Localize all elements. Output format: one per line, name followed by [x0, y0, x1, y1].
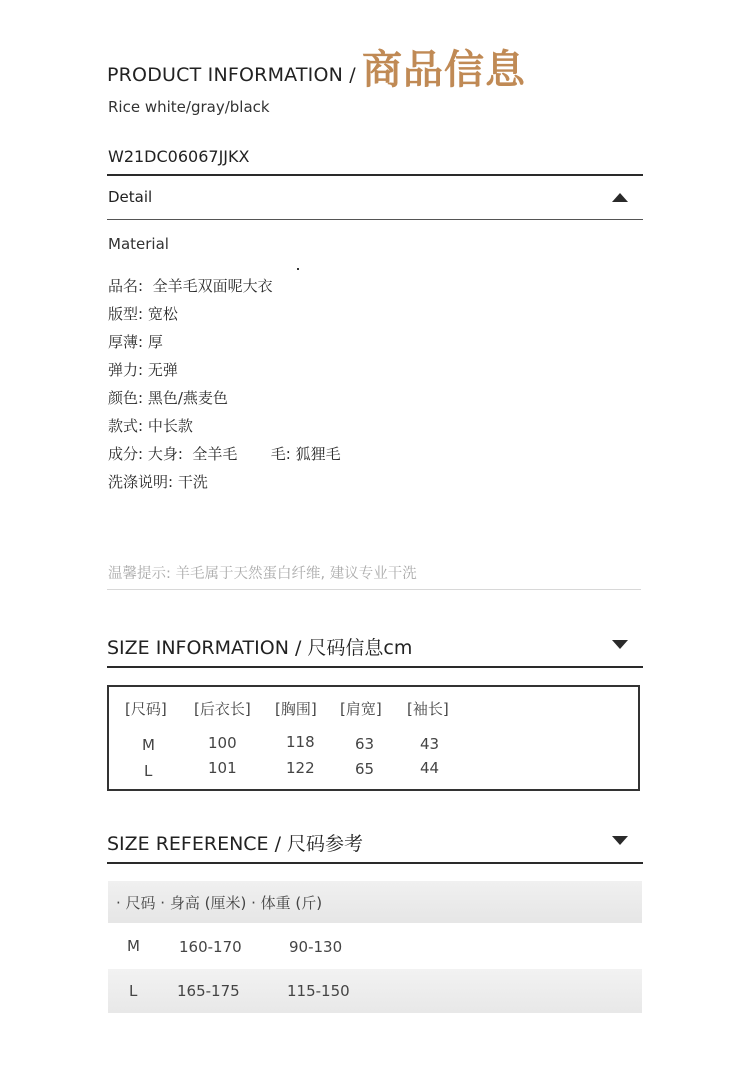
stray-dot [297, 268, 299, 270]
table-cell: 101 [208, 759, 237, 777]
table-row [108, 925, 642, 969]
divider [107, 589, 641, 590]
ref-header: · 尺码 · 身高 (厘米) · 体重 (斤) [116, 894, 323, 912]
triangle-down-icon[interactable] [612, 640, 628, 649]
detail-label: Detail [108, 188, 153, 206]
spec-item: 款式: 中长款 [108, 417, 193, 435]
size-info-title: SIZE INFORMATION / 尺码信息cm [107, 637, 413, 659]
ref-cell: 115-150 [287, 982, 350, 1000]
spec-item: 成分: 大身: 全羊毛 毛: 狐狸毛 [108, 445, 341, 463]
material-label: Material [108, 235, 169, 253]
table-cell: L [144, 762, 153, 780]
spec-item: 颜色: 黑色/燕麦色 [108, 389, 228, 407]
table-header: [尺码] [125, 700, 167, 718]
divider [107, 174, 643, 176]
spec-item: 厚薄: 厚 [108, 333, 163, 351]
care-tip: 温馨提示: 羊毛属于天然蛋白纤维, 建议专业干洗 [108, 566, 417, 582]
table-cell: 100 [208, 734, 237, 752]
ref-cell: M [127, 937, 140, 955]
ref-header-row [108, 881, 642, 923]
spec-item: 洗涤说明: 干洗 [108, 473, 208, 491]
table-cell: 63 [355, 735, 375, 753]
triangle-up-icon[interactable] [612, 193, 628, 202]
table-cell: 118 [286, 733, 315, 751]
table-cell: 43 [420, 735, 440, 753]
table-header: [袖长] [407, 700, 449, 718]
title-english: PRODUCT INFORMATION / [107, 64, 356, 86]
color-options: Rice white/gray/black [108, 98, 270, 116]
ref-cell: L [129, 982, 138, 1000]
size-table [107, 685, 640, 791]
title-chinese: 商品信息 [362, 47, 526, 93]
divider [107, 219, 643, 220]
ref-cell: 160-170 [179, 938, 242, 956]
size-ref-title: SIZE REFERENCE / 尺码参考 [107, 833, 364, 855]
table-header: [肩宽] [340, 700, 382, 718]
spec-item: 弹力: 无弹 [108, 361, 178, 379]
table-cell: 65 [355, 760, 375, 778]
table-header: [胸围] [275, 700, 317, 718]
triangle-down-icon[interactable] [612, 836, 628, 845]
ref-cell: 165-175 [177, 982, 240, 1000]
divider [107, 862, 643, 864]
ref-cell: 90-130 [289, 938, 343, 956]
table-row [108, 969, 642, 1013]
divider [107, 666, 643, 668]
table-cell: 122 [286, 759, 315, 777]
spec-item: 版型: 宽松 [108, 305, 178, 323]
table-cell: 44 [420, 759, 440, 777]
product-sku: W21DC06067JJKX [108, 147, 250, 166]
table-cell: M [142, 736, 155, 754]
table-header: [后衣长] [194, 700, 251, 718]
spec-item: 品名: 全羊毛双面呢大衣 [108, 277, 273, 295]
